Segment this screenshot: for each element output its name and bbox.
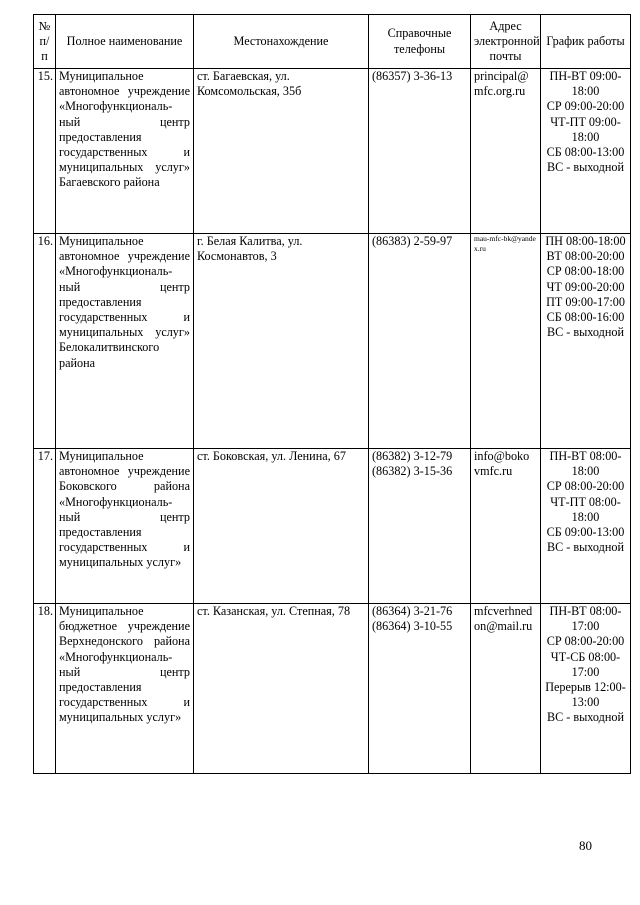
schedule-line: ПН-ВТ 08:00-18:00 (549, 449, 622, 479)
page-number: 80 (579, 838, 592, 853)
schedule-line: ПН-ВТ 08:00-17:00 (549, 604, 622, 634)
row-email: mau-mfc-bk@yandex.ru (471, 234, 541, 449)
row-phone: (86357) 3-36-13 (372, 69, 453, 83)
row-full-name: Муниципальное автономное учреждение Боковского района «Многофункциональ-ный центр предоставления государственных и муниципальных услуг» (56, 449, 194, 604)
row-full-name: Муниципальное автономное учреждение «Многофункциональ-ный центр предоставления государственных и муниципальных услуг» Белокалитвинского района (56, 234, 194, 449)
schedule-line: ПТ 09:00-17:00 (546, 294, 625, 309)
schedule-line: СБ 09:00-13:00 (546, 525, 625, 540)
schedule-line: ЧТ-ПТ 09:00-18:00 (550, 114, 621, 144)
row-schedule (541, 449, 631, 604)
schedule-line: ВС - выходной (546, 325, 625, 340)
table-header-row (34, 15, 631, 69)
row-number: 18. (34, 604, 56, 774)
header-name: Полное наименование (56, 15, 194, 69)
schedule-line: СР 08:00-20:00 (546, 634, 625, 649)
row-phone: (86364) 3-21-76 (372, 604, 453, 618)
mfc-table (33, 14, 631, 774)
schedule-line: ПН 08:00-18:00 (545, 234, 626, 248)
header-schedule: График работы (541, 15, 631, 69)
schedule-line: ВТ 08:00-20:00 (546, 249, 625, 264)
schedule-line: СР 08:00-18:00 (546, 264, 625, 279)
schedule-line: ЧТ 09:00-20:00 (546, 279, 625, 294)
table-row (34, 449, 631, 604)
schedule-line: ПН-ВТ 09:00-18:00 (549, 69, 622, 99)
row-email: principal@ mfc.org.ru (471, 69, 541, 234)
row-full-name: Муниципальное бюджетное учреждение Верхнедонского района «Многофункциональ-ный центр предоставления государственных и муниципальных услуг» (56, 604, 194, 774)
schedule-line: СР 09:00-20:00 (546, 99, 625, 114)
row-schedule (541, 234, 631, 449)
row-number: 15. (34, 69, 56, 234)
header-email: Адрес электронной почты (471, 15, 541, 69)
row-phone: (86382) 3-15-36 (372, 464, 453, 479)
schedule-line: Перерыв 12:00-13:00 (545, 680, 626, 710)
row-location: ст. Багаевская, ул. Комсомольская, 35б (194, 69, 369, 234)
schedule-line: ВС - выходной (546, 710, 625, 725)
row-phones (369, 69, 471, 234)
table-row (34, 234, 631, 449)
table-row (34, 604, 631, 774)
schedule-line: ВС - выходной (546, 540, 625, 555)
row-email: info@boko vmfc.ru (471, 449, 541, 604)
schedule-line: ЧТ-СБ 08:00-17:00 (550, 649, 621, 679)
row-location: ст. Казанская, ул. Степная, 78 (194, 604, 369, 774)
row-location: г. Белая Калитва, ул. Космонавтов, 3 (194, 234, 369, 449)
row-phone: (86383) 2-59-97 (372, 234, 453, 248)
row-phones (369, 449, 471, 604)
header-phones: Справочные телефоны (369, 15, 471, 69)
row-number: 17. (34, 449, 56, 604)
schedule-line: СР 08:00-20:00 (546, 479, 625, 494)
row-email: mfcverhned on@mail.ru (471, 604, 541, 774)
row-phones (369, 234, 471, 449)
row-location: ст. Боковская, ул. Ленина, 67 (194, 449, 369, 604)
row-phone: (86364) 3-10-55 (372, 619, 453, 634)
table-row (34, 69, 631, 234)
row-number: 16. (34, 234, 56, 449)
schedule-line: ЧТ-ПТ 08:00-18:00 (550, 494, 621, 524)
header-location: Местонахождение (194, 15, 369, 69)
row-full-name: Муниципальное автономное учреждение «Многофункциональ-ный центр предоставления государственных и муниципальных услуг» Багаевского района (56, 69, 194, 234)
row-schedule (541, 69, 631, 234)
row-phone: (86382) 3-12-79 (372, 449, 453, 463)
schedule-line: ВС - выходной (546, 160, 625, 175)
row-schedule (541, 604, 631, 774)
row-phones (369, 604, 471, 774)
schedule-line: СБ 08:00-16:00 (546, 310, 625, 325)
schedule-line: СБ 08:00-13:00 (546, 145, 625, 160)
header-num: № п/п (34, 15, 56, 69)
